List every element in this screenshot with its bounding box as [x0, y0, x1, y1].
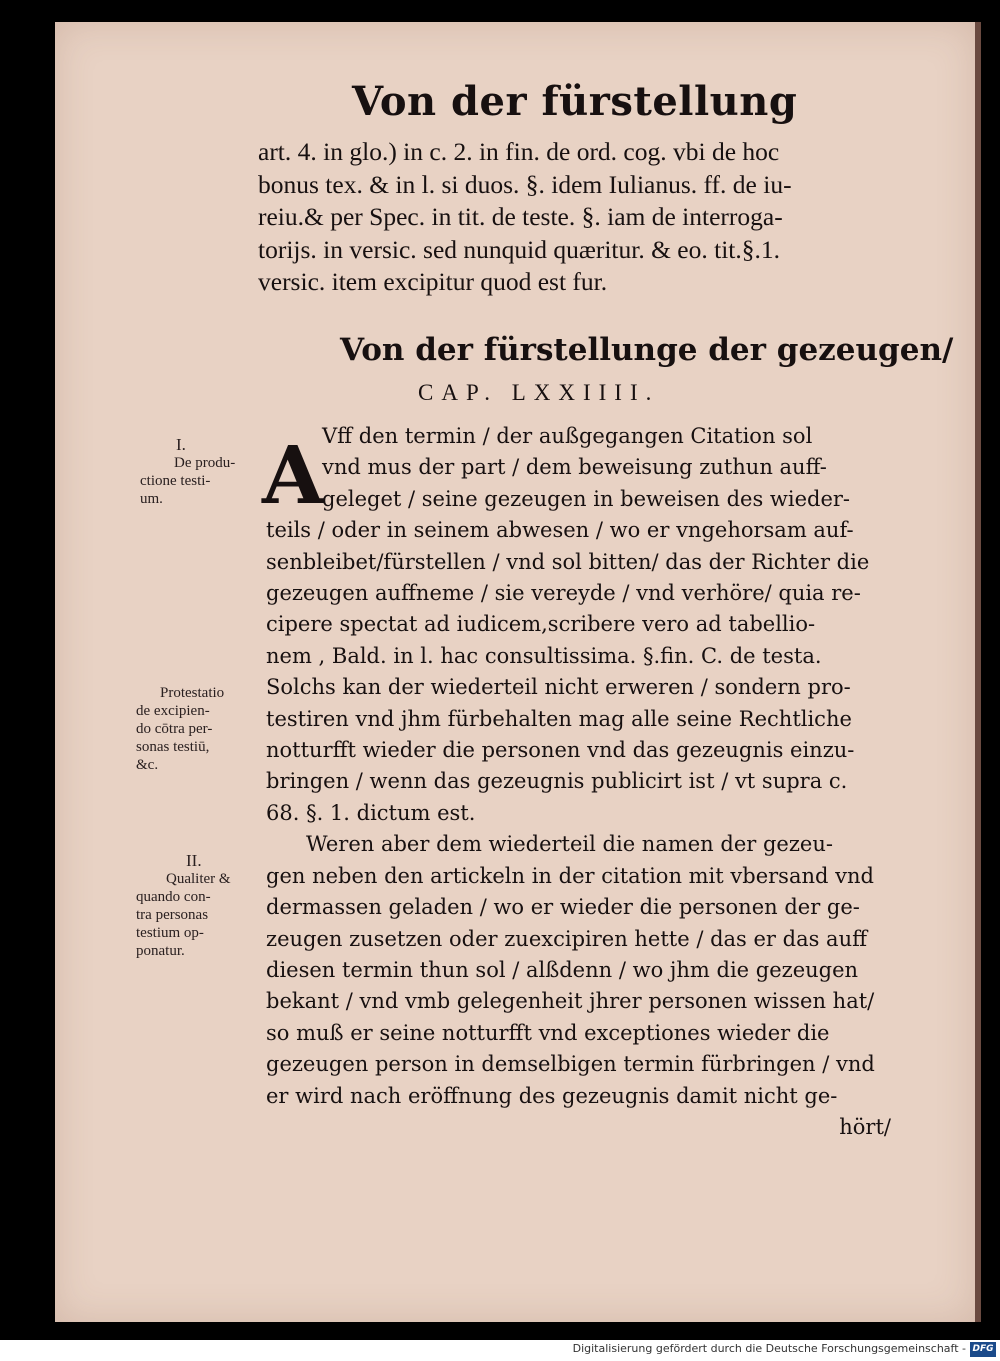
margin-note-line: tra personas [136, 907, 209, 923]
body-line: Weren aber dem wiederteil die namen der gezeu- [306, 832, 833, 857]
body-line: notturfft wieder die personen vnd das gezeugnis einzu- [266, 738, 855, 763]
body-line: 68. §. 1. dictum est. [266, 800, 476, 825]
body-text [266, 421, 891, 1143]
body-line: so muß er seine notturfft vnd exceptiones wieder die [266, 1020, 830, 1045]
margin-note-line: Protestatio [160, 685, 225, 701]
margin-note-line: II. [186, 851, 202, 870]
running-head: Von der fürstellung [352, 78, 798, 125]
body-line: nem , Bald. in l. hac consultissima. §.fin. C. de testa. [266, 643, 822, 668]
margin-note-line: testium op- [136, 925, 204, 941]
body-line: Solchs kan der wiederteil nicht erweren / sondern pro- [266, 675, 851, 700]
body-line: bringen / wenn das gezeugnis publicirt ist / vt supra c. [266, 769, 848, 794]
body-line: gezeugen person in demselbigen termin fürbringen / vnd [266, 1052, 875, 1077]
margin-note-line: ctione testi- [140, 473, 211, 489]
body-line: dermassen geladen / wo er wieder die personen der ge- [266, 895, 860, 920]
margin-note-line: I. [176, 435, 186, 454]
margin-note-line: sonas testiū, [136, 739, 210, 755]
body-line: gen neben den artickeln in der citation mit vbersand vnd [266, 863, 874, 888]
latin-line: bonus tex. & in l. si duos. §. idem Iulianus. ff. de iu- [258, 169, 792, 199]
body-line: senbleibet/fürstellen / vnd sol bitten/ das der Richter die [266, 549, 870, 574]
page-edge [975, 22, 981, 1322]
body-line: testiren vnd jhm fürbehalten mag alle seine Rechtliche [266, 706, 852, 731]
footer-credit: Digitalisierung gefördert durch die Deutsche Forschungsgemeinschaft - [572, 1342, 966, 1355]
body-line: geleget / seine gezeugen in beweisen des wieder- [322, 486, 851, 511]
body-line: cipere spectat ad iudicem,scribere vero ad tabellio- [266, 612, 816, 637]
margin-note-3 [136, 852, 231, 960]
margin-note-line: Qualiter & [166, 871, 231, 887]
body-line: diesen termin thun sol / alßdenn / wo jhm die gezeugen [266, 957, 859, 982]
margin-note-line: um. [140, 491, 163, 507]
body-line: hört/ [839, 1114, 891, 1139]
body-line: bekant / vnd vmb gelegenheit jhrer personen wissen hat/ [266, 989, 875, 1014]
latin-line: art. 4. in glo.) in c. 2. in fin. de ord. cog. vbi de hoc [258, 137, 780, 166]
body-line: teils / oder in seinem abwesen / wo er vngehorsam auf- [266, 518, 854, 543]
body-line: Vff den termin / der außgegangen Citation sol [322, 424, 813, 448]
margin-note-line: De produ- [174, 455, 236, 471]
margin-note-2 [136, 684, 224, 774]
body-line: zeugen zusetzen oder zuexcipiren hette / das er das auff [266, 926, 868, 951]
latin-line: versic. item excipitur quod est fur. [258, 267, 608, 296]
chapter-title: Von der fürstellunge der gezeugen/ [340, 332, 954, 368]
chapter-number: CAP. LXXIIII. [418, 380, 660, 405]
latin-citation-block [258, 136, 898, 299]
margin-note-line: de excipien- [136, 703, 210, 719]
margin-note-line: ponatur. [136, 943, 185, 959]
body-line: gezeugen auffneme / sie vereyde / vnd verhöre/ quia re- [266, 581, 861, 606]
drop-cap: A [262, 428, 325, 522]
margin-note-line: quando con- [136, 889, 211, 905]
margin-note-line: &c. [136, 757, 159, 773]
footer-bar [0, 1340, 1000, 1361]
dfg-logo[interactable]: DFG [970, 1342, 996, 1357]
latin-line: torijs. in versic. sed nunquid quæritur. & eo. tit.§.1. [258, 234, 781, 264]
margin-note-line: do cōtra per- [136, 721, 213, 737]
latin-line: reiu.& per Spec. in tit. de teste. §. iam de interroga- [258, 202, 783, 231]
body-line: er wird nach eröffnung des gezeugnis damit nicht ge- [266, 1083, 838, 1108]
body-line: vnd mus der part / dem beweisung zuthun auff- [322, 455, 827, 480]
margin-note-1 [140, 436, 235, 508]
